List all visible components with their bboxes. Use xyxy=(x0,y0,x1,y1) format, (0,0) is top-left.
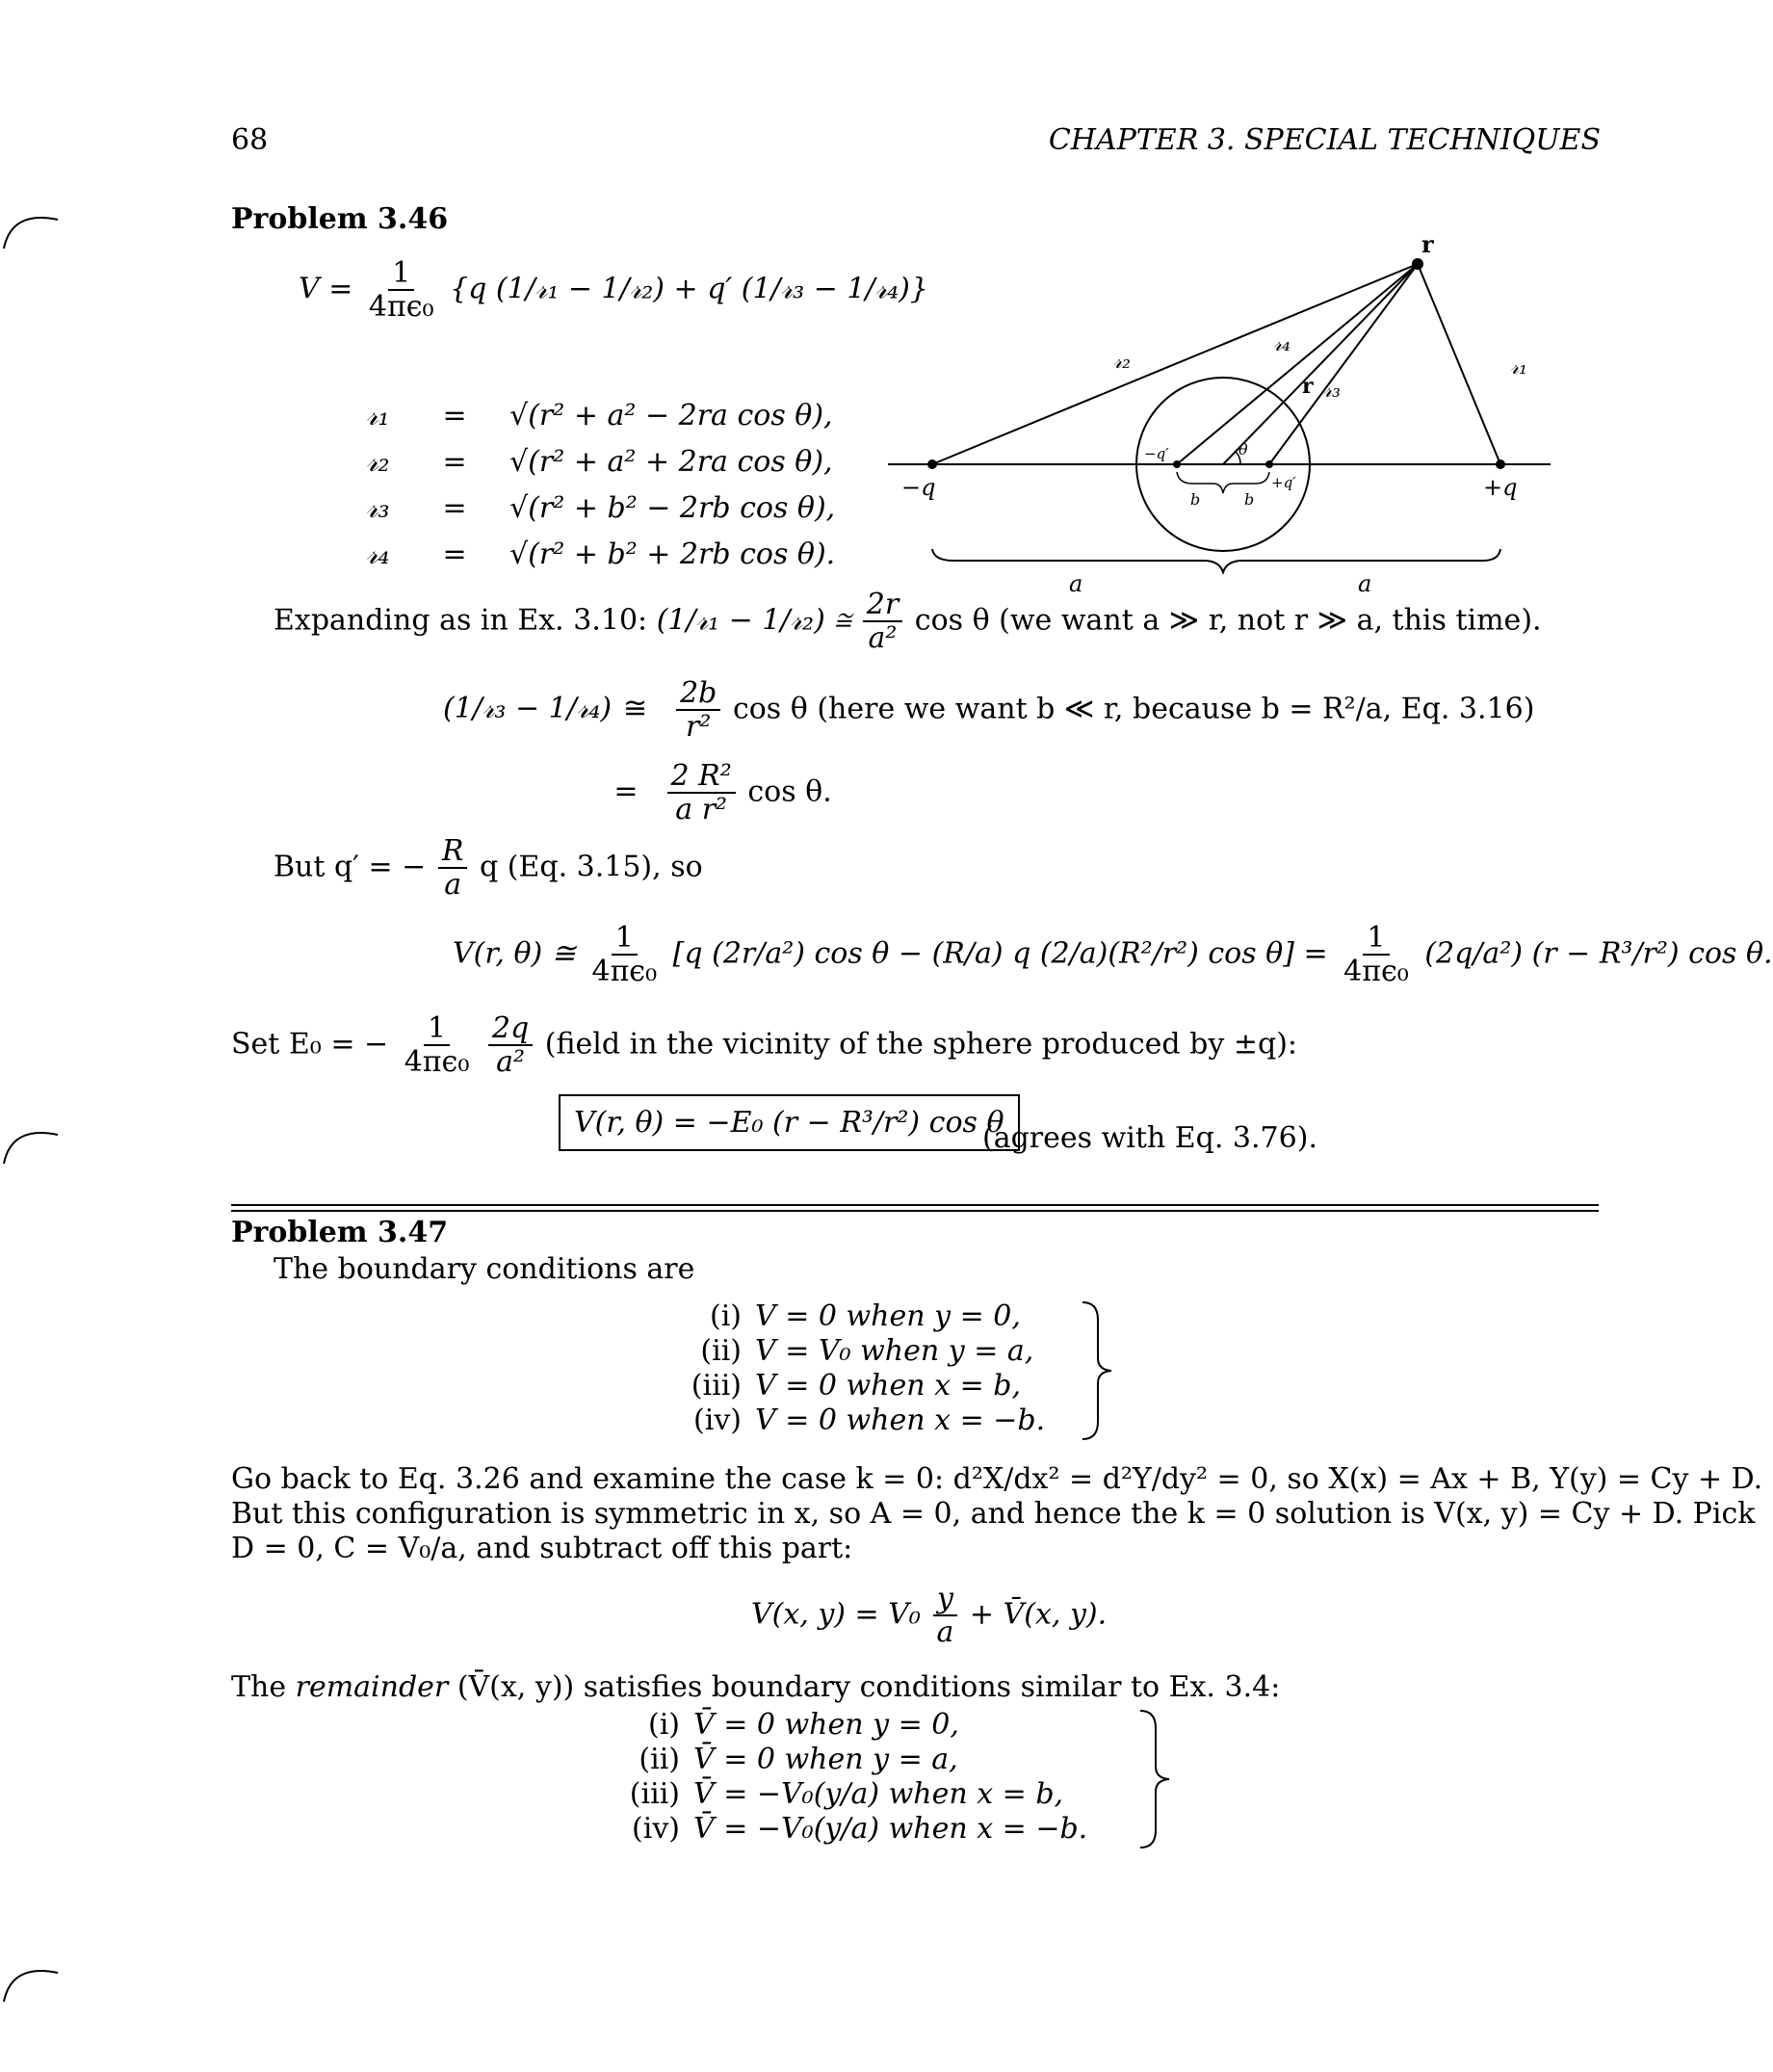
bc1-text: V = 0 when x = −b. xyxy=(755,1403,1046,1437)
bc1-text: V = 0 when y = 0, xyxy=(755,1298,1021,1333)
fig-label-r: r xyxy=(1302,374,1314,399)
fig-label-r1: 𝓇₁ xyxy=(1510,355,1527,380)
b-rest: cos θ (here we want b ≪ r, because b = R²/a, Eq. 3.16) xyxy=(732,692,1535,726)
bc1-row xyxy=(674,1298,1045,1333)
page-number: 68 xyxy=(231,123,269,157)
boundary-conditions-2 xyxy=(613,1707,1087,1846)
vrt-rest: (2q/a²) (r − R³/r²) cos θ. xyxy=(1424,936,1773,971)
remainder-post: (V̄(x, y)) satisfies boundary conditions similar to Ex. 3.4: xyxy=(448,1670,1281,1704)
problem-separator-2 xyxy=(231,1210,1599,1212)
sub-num: y xyxy=(933,1584,957,1616)
b-den: r² xyxy=(686,709,712,744)
expanding-den: a² xyxy=(868,620,898,655)
remainder-italic: remainder xyxy=(295,1670,449,1704)
b2-num: 2 R² xyxy=(667,761,736,794)
but-num: R xyxy=(438,836,468,869)
problem-3-47-title: Problem 3.47 xyxy=(231,1216,449,1249)
b-lhs: (1/𝓇₃ − 1/𝓇₄) xyxy=(443,692,613,726)
bc2-text: V̄ = 0 when y = a, xyxy=(693,1742,958,1776)
set-den: 4πϵ₀ xyxy=(404,1044,470,1079)
image-charge-figure xyxy=(886,231,1560,597)
fig-label-r-top: r xyxy=(1421,230,1434,258)
bc2-row xyxy=(613,1742,1087,1776)
expanding-lhs: (1/𝓇₁ − 1/𝓇₂) ≅ xyxy=(656,603,851,638)
b2-rest: cos θ. xyxy=(747,774,832,809)
potential-equation xyxy=(299,258,928,323)
set-rest: (field in the vicinity of the sphere produced by ±q): xyxy=(544,1027,1298,1062)
r2-rhs: √(r² + a² + 2ra cos θ), xyxy=(509,445,833,479)
b-rel: ≅ xyxy=(622,692,648,726)
sub-den: a xyxy=(936,1614,954,1649)
bc2-label: (iii) xyxy=(629,1776,680,1811)
vrt-frac-num: 1 xyxy=(612,923,638,956)
bc1-label: (i) xyxy=(709,1298,742,1333)
r2-equation xyxy=(366,445,833,479)
vrt-frac-num-2: 1 xyxy=(1363,923,1389,956)
bc2-text: V̄ = 0 when y = 0, xyxy=(693,1707,959,1742)
but-den: a xyxy=(444,867,462,902)
fig-label-plus-qp: +q′ xyxy=(1271,474,1296,491)
v-frac-num: 1 xyxy=(388,258,414,291)
r4-equation xyxy=(366,538,835,571)
r1-rhs: √(r² + a² − 2ra cos θ), xyxy=(509,399,833,433)
b-expansion-line-2 xyxy=(597,761,832,826)
r1-equation xyxy=(366,399,833,433)
v-lhs: V = xyxy=(299,272,353,306)
margin-mark xyxy=(0,1108,67,1166)
expanding-num: 2r xyxy=(863,590,902,622)
problem-separator xyxy=(231,1204,1599,1206)
b2-rel: = xyxy=(613,774,639,809)
boundary-conditions-1 xyxy=(674,1298,1045,1437)
bc2-label: (i) xyxy=(647,1707,680,1742)
paragraph-line-3: D = 0, C = V₀/a, and subtract off this part: xyxy=(231,1532,853,1565)
paragraph-line-2: But this configuration is symmetric in x, so A = 0, and hence the k = 0 solution is V(x, y) = Cy + D. Pick xyxy=(231,1497,1756,1531)
bc1-label: (iv) xyxy=(693,1403,742,1437)
vrt-mid: [q (2r/a²) cos θ − (R/a) q (2/a)(R²/r²) cos θ] = xyxy=(672,936,1328,971)
r3-lhs: 𝓇₃ xyxy=(366,491,390,525)
expanding-prefix: Expanding as in Ex. 3.10: xyxy=(274,603,648,638)
margin-mark xyxy=(0,1946,67,2004)
remainder-pre: The xyxy=(231,1670,296,1704)
r1-lhs: 𝓇₁ xyxy=(366,399,390,433)
margin-mark xyxy=(0,193,67,250)
v-r-theta-line xyxy=(453,923,1773,987)
set-prefix: Set E₀ = − xyxy=(231,1027,389,1062)
fig-label-theta: θ xyxy=(1238,440,1248,459)
sub-rest: + V̄(x, y). xyxy=(969,1597,1108,1632)
problem-3-46-title: Problem 3.46 xyxy=(231,202,449,236)
bc1-row xyxy=(674,1333,1045,1368)
bc1-text: V = 0 when x = b, xyxy=(755,1368,1021,1403)
r4-rhs: √(r² + b² + 2rb cos θ). xyxy=(509,538,836,571)
bc2-label: (ii) xyxy=(639,1742,680,1776)
b-expansion-line xyxy=(443,678,1534,743)
set-e0-line xyxy=(231,1013,1297,1078)
bc1-label: (iii) xyxy=(691,1368,742,1403)
r3-equation xyxy=(366,491,835,525)
boundary-intro: The boundary conditions are xyxy=(274,1252,695,1286)
fig-label-b1: b xyxy=(1190,490,1201,509)
bc1-row xyxy=(674,1368,1045,1403)
vrt-frac-den: 4πϵ₀ xyxy=(591,954,658,988)
v-frac-den: 4πϵ₀ xyxy=(368,289,434,324)
final-result-box: V(r, θ) = −E₀ (r − R³/r²) cos θ xyxy=(559,1094,1020,1151)
fig-label-minus-qp: −q′ xyxy=(1144,445,1169,462)
bc1-text: V = V₀ when y = a, xyxy=(755,1333,1034,1368)
sub-lhs: V(x, y) = V₀ xyxy=(751,1597,921,1632)
subtract-equation xyxy=(751,1584,1107,1648)
b2-den: a r² xyxy=(675,792,728,826)
chapter-header: CHAPTER 3. SPECIAL TECHNIQUES xyxy=(1048,123,1601,157)
bc2-text: V̄ = −V₀(y/a) when x = b, xyxy=(693,1776,1064,1811)
bc1-label: (ii) xyxy=(700,1333,742,1368)
set-den2: a² xyxy=(496,1044,526,1079)
expanding-line xyxy=(274,590,1542,654)
bc2-text: V̄ = −V₀(y/a) when x = −b. xyxy=(693,1811,1088,1846)
right-brace-1 xyxy=(1079,1300,1117,1441)
right-brace-2 xyxy=(1136,1709,1175,1849)
bc2-label: (iv) xyxy=(632,1811,680,1846)
r4-lhs: 𝓇₄ xyxy=(366,538,390,571)
final-note: (agrees with Eq. 3.76). xyxy=(982,1121,1317,1155)
remainder-line xyxy=(231,1670,1280,1704)
v-body: {q (1/𝓇₁ − 1/𝓇₂) + q′ (1/𝓇₃ − 1/𝓇₄)} xyxy=(450,272,928,306)
fig-label-plus-q: +q xyxy=(1483,474,1518,501)
r4-eq: = xyxy=(442,538,467,571)
vrt-lhs: V(r, θ) ≅ xyxy=(453,936,576,971)
fig-label-r4: 𝓇₄ xyxy=(1273,332,1291,356)
r2-eq: = xyxy=(442,445,467,479)
b-num: 2b xyxy=(676,678,720,711)
r3-rhs: √(r² + b² − 2rb cos θ), xyxy=(509,491,836,525)
set-num: 1 xyxy=(424,1013,450,1046)
fig-label-minus-q: −q xyxy=(901,474,936,501)
paragraph-line-1: Go back to Eq. 3.26 and examine the case k = 0: d²X/dx² = d²Y/dy² = 0, so X(x) = Ax + B, Y(y) = Cy + D. xyxy=(231,1462,1763,1496)
set-num2: 2q xyxy=(488,1013,533,1046)
r1-eq: = xyxy=(442,399,467,433)
r2-lhs: 𝓇₂ xyxy=(366,445,390,479)
fig-label-r3: 𝓇₃ xyxy=(1323,379,1341,403)
fig-label-a2: a xyxy=(1358,570,1372,597)
bc2-row xyxy=(613,1776,1087,1811)
bc2-row xyxy=(613,1811,1087,1846)
vrt-frac-den-2: 4πϵ₀ xyxy=(1343,954,1409,988)
fig-label-b2: b xyxy=(1244,490,1255,509)
but-q-prime-line xyxy=(274,836,703,901)
fig-label-a1: a xyxy=(1069,570,1083,597)
expanding-rest: cos θ (we want a ≫ r, not r ≫ a, this time). xyxy=(914,603,1542,638)
fig-label-r2: 𝓇₂ xyxy=(1113,350,1131,374)
r3-eq: = xyxy=(442,491,467,525)
but-prefix: But q′ = − xyxy=(274,850,427,884)
but-rest: q (Eq. 3.15), so xyxy=(480,850,703,884)
bc2-row xyxy=(613,1707,1087,1742)
bc1-row xyxy=(674,1403,1045,1437)
